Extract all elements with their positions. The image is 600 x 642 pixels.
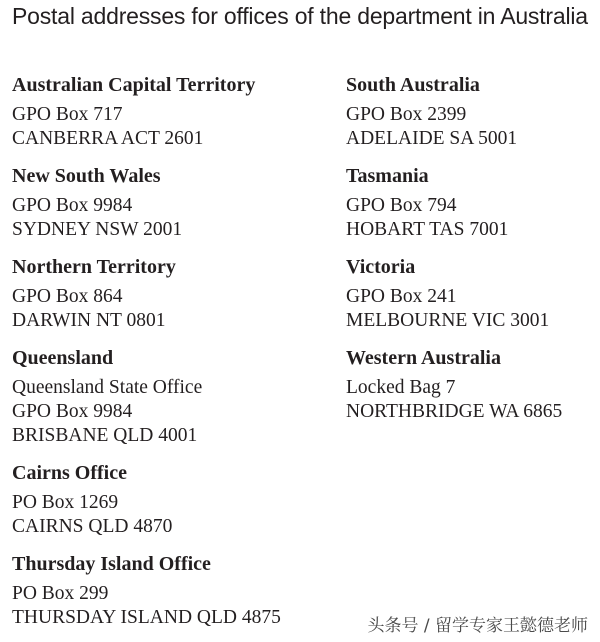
office-name: Thursday Island Office [12,553,211,575]
right-office-column [346,72,596,424]
office-name: Cairns Office [12,462,127,484]
office-nt [12,254,342,333]
office-name: Northern Territory [12,256,176,278]
address-line: GPO Box 2399 [346,104,467,125]
office-sa [346,72,596,151]
office-thursday-island [12,551,342,630]
office-act [12,72,342,151]
page-title: Postal addresses for offices of the department in Australia [12,3,588,29]
address-line: Locked Bag 7 [346,377,456,398]
office-vic [346,254,596,333]
address-line: MELBOURNE VIC 3001 [346,310,550,331]
address-line: ADELAIDE SA 5001 [346,128,518,149]
address-line: NORTHBRIDGE WA 6865 [346,401,563,422]
address-line: BRISBANE QLD 4001 [12,425,198,446]
address-line: GPO Box 241 [346,286,457,307]
address-line: CANBERRA ACT 2601 [12,128,204,149]
address-line: GPO Box 9984 [12,195,133,216]
office-name: New South Wales [12,165,161,187]
address-line: GPO Box 717 [12,104,123,125]
address-line: CAIRNS QLD 4870 [12,516,173,537]
office-name: Victoria [346,256,416,278]
address-line: GPO Box 9984 [12,401,133,422]
address-line: GPO Box 794 [346,195,457,216]
address-line: HOBART TAS 7001 [346,219,509,240]
left-office-column [12,72,342,630]
office-cairns [12,460,342,539]
office-tas [346,163,596,242]
address-line: Queensland State Office [12,377,203,398]
office-name: South Australia [346,74,480,96]
office-name: Western Australia [346,347,501,369]
address-line: GPO Box 864 [12,286,123,307]
office-name: Queensland [12,347,114,369]
address-line: THURSDAY ISLAND QLD 4875 [12,607,281,628]
watermark: 头条号 / 留学专家王懿德老师 [367,616,588,636]
office-qld [12,345,342,448]
office-name: Tasmania [346,165,429,187]
office-wa [346,345,596,424]
office-nsw [12,163,342,242]
address-line: SYDNEY NSW 2001 [12,219,183,240]
address-line: DARWIN NT 0801 [12,310,166,331]
office-name: Australian Capital Territory [12,74,256,96]
address-line: PO Box 299 [12,583,109,604]
address-line: PO Box 1269 [12,492,119,513]
